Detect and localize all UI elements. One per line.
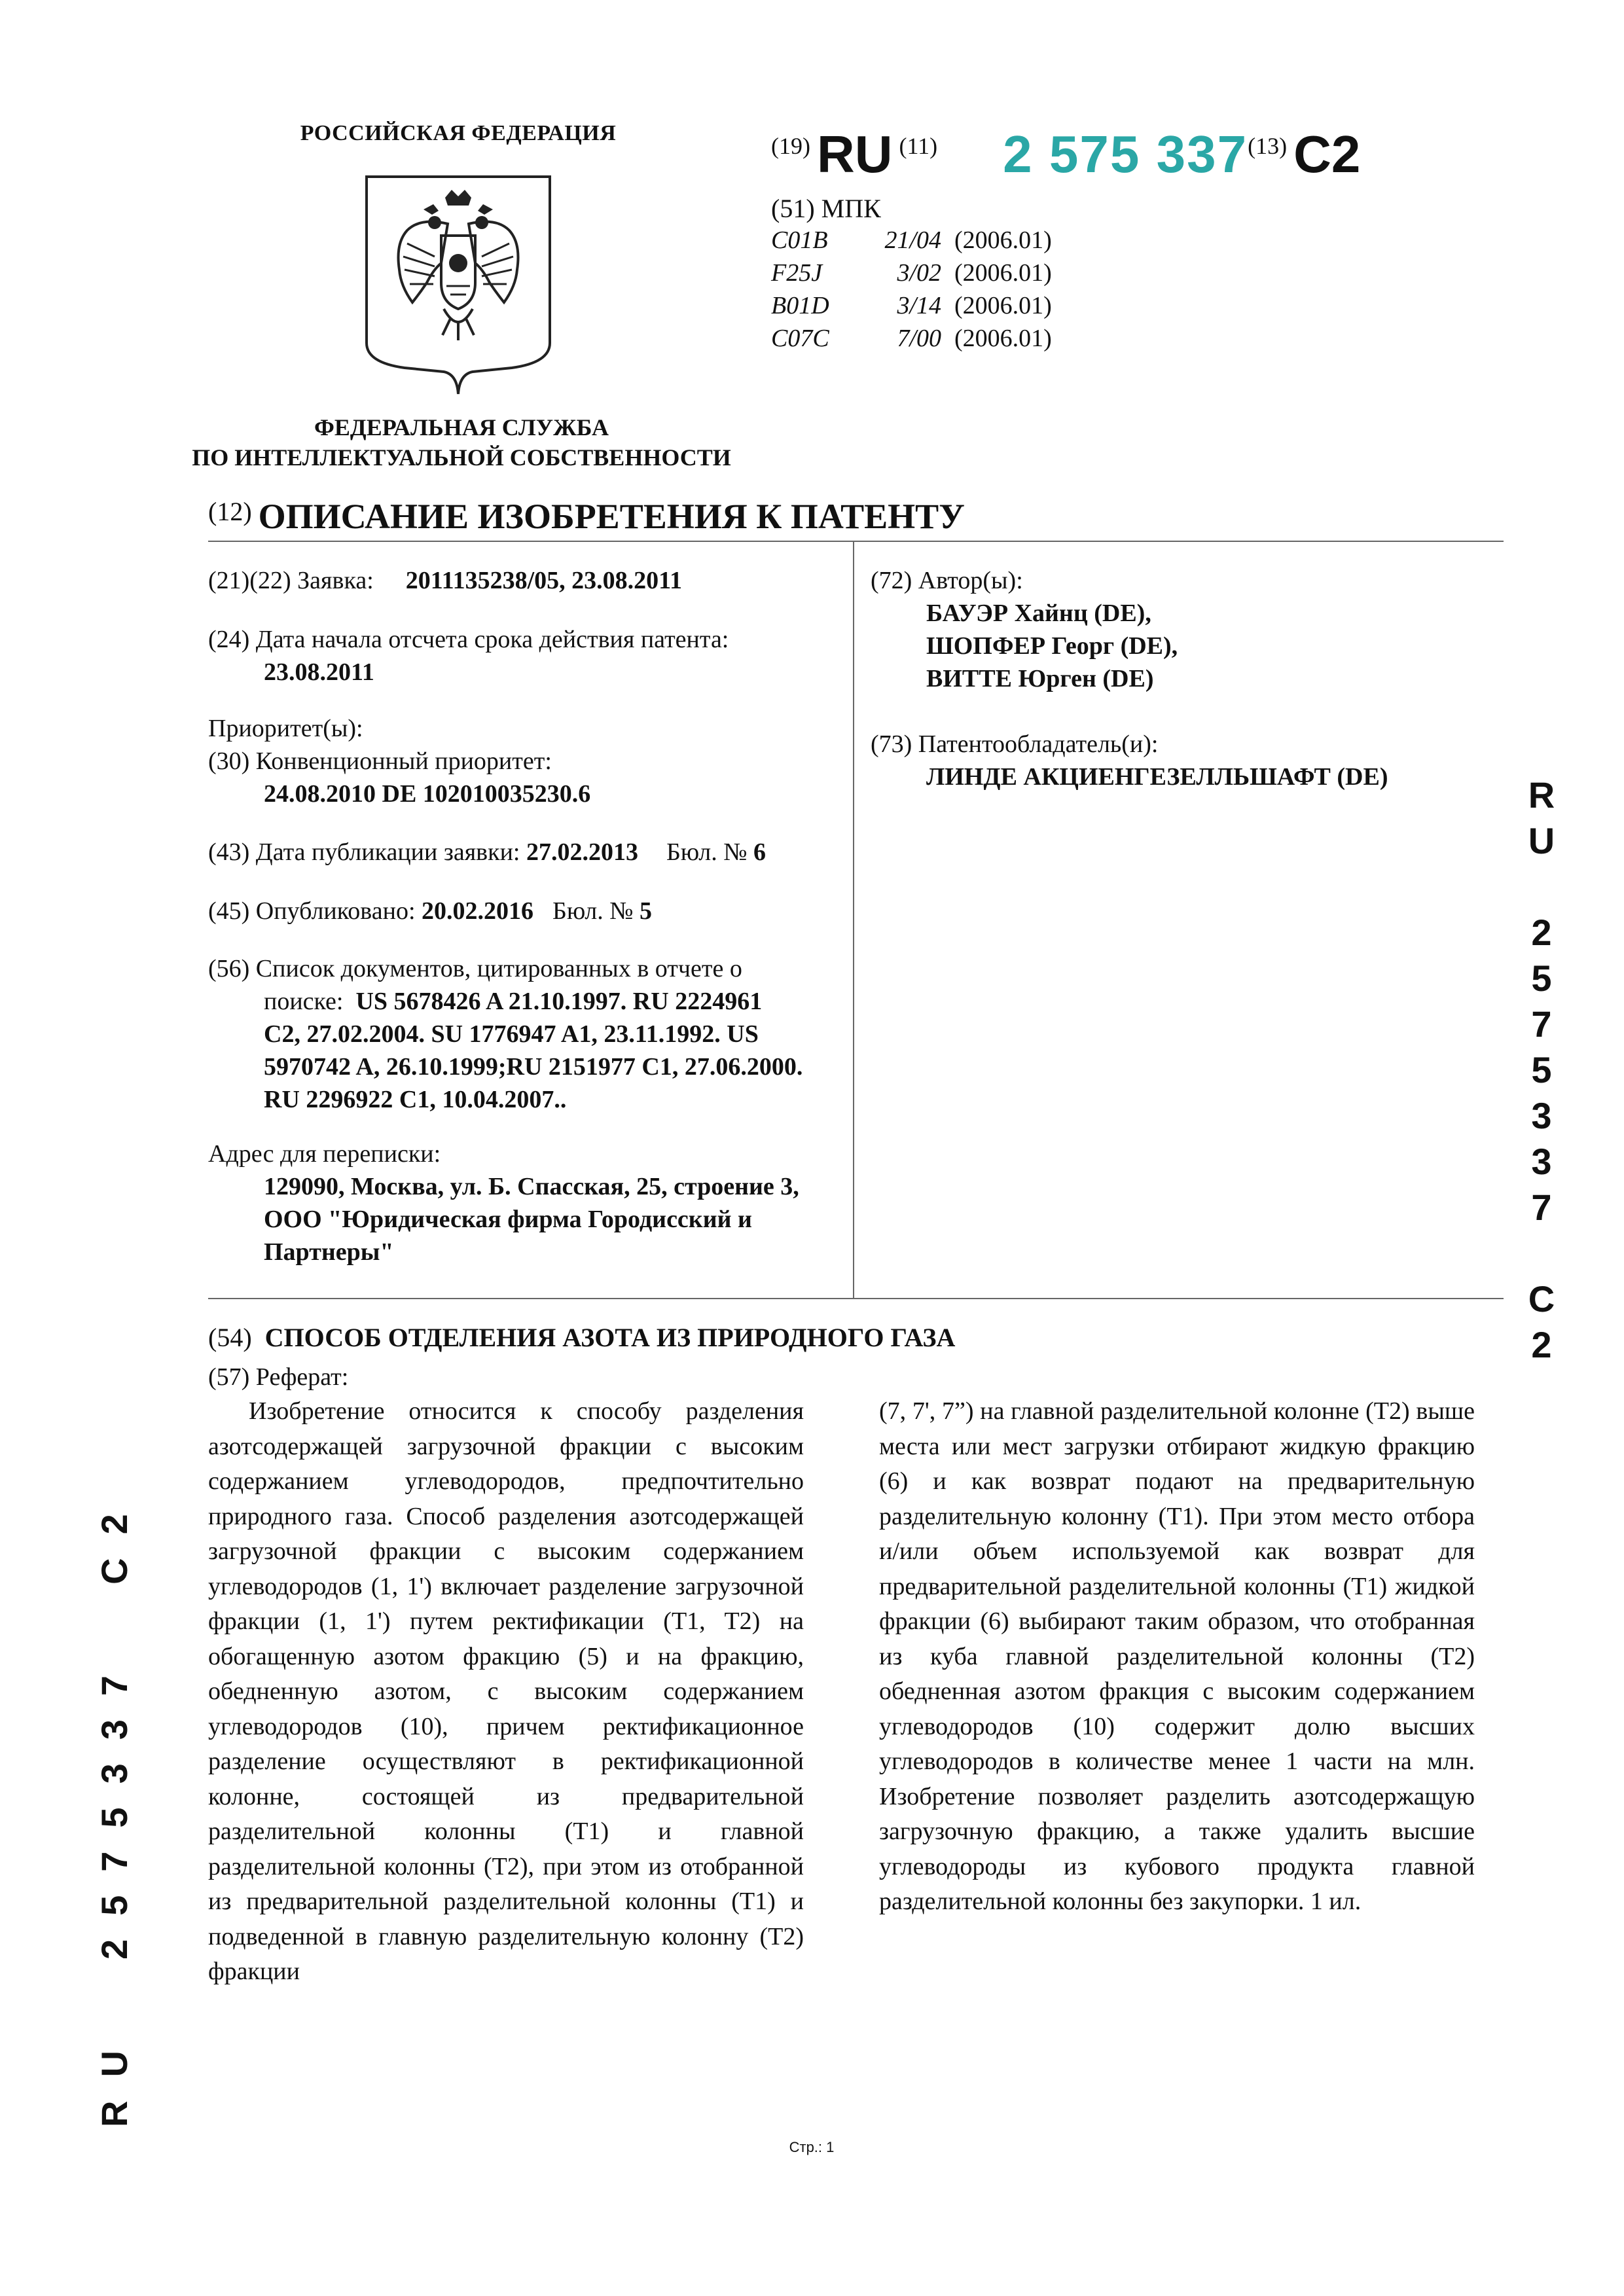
authors-label: (72) Автор(ы): (871, 567, 1023, 594)
priority-label: Приоритет(ы): (208, 715, 363, 742)
application-value: 2011135238/05, 23.08.2011 (405, 567, 683, 594)
published-bulletin-label: Бюл. № (552, 897, 634, 925)
priority-field (208, 712, 850, 810)
side-char: 7 (1531, 1003, 1552, 1045)
cited-label-2: поиске: (264, 988, 344, 1015)
invention-title-line (208, 1322, 955, 1353)
side-char (1519, 1230, 1564, 1276)
doc-type-text: ОПИСАНИЕ ИЗОБРЕТЕНИЯ К ПАТЕНТУ (258, 497, 965, 536)
ipc-group: 7/00 (897, 325, 941, 352)
divider-top (208, 541, 1504, 542)
side-char: 2 (1531, 1324, 1552, 1365)
state-emblem-icon (361, 171, 555, 397)
address-label: Адрес для переписки: (208, 1140, 441, 1168)
ipc-group: 3/14 (897, 292, 941, 319)
patent-number-line (771, 124, 1360, 185)
ipc-class: B01D (771, 292, 829, 319)
ipc-group: 3/02 (897, 259, 941, 287)
kind-code: C2 (1293, 125, 1361, 183)
address-line-3: Партнеры" (264, 1238, 394, 1266)
published-value: 20.02.2016 (422, 897, 534, 925)
side-char: R (1528, 774, 1555, 816)
owner-label: (73) Патентообладатель(и): (871, 730, 1159, 758)
abstract-text-right: (7, 7', 7”) на главной разделительной колонне (T2) выше места или мест загрузки отбирают жидкую фракцию (6) и как возврат подают на предварительную разделительную колонну (T1). При этом место отбора и/или объем используемой как возврат для предварительной разделительной колонны (T1) жидкой фракции (6) выбирают таким образом, что отобранная из куба главной разделительной колонны (T2) обедненная азотом фракция с высоким содержанием углеводородов (10) содержит долю высших углеводородов в количестве менее 1 части на млн. Изобретение позволяет разделить азотсодержащую загрузочную фракцию, а также удалить высшие углеводороды из кубового продукта главной разделительной колонны без закупорки. 1 ил. (879, 1397, 1475, 1915)
country-code: RU (816, 125, 893, 183)
side-code-right (1519, 772, 1564, 1368)
side-char: 5 (1531, 1049, 1552, 1090)
conv-value: 24.08.2010 DE 102010035230.6 (264, 780, 591, 808)
side-char: 2 (1531, 912, 1552, 953)
document-type-title (208, 496, 965, 537)
side-char (1519, 864, 1564, 910)
address-field (208, 1138, 850, 1268)
ipc-version: (2006.01) (954, 292, 1052, 319)
ipc-version: (2006.01) (954, 325, 1052, 352)
side-code-left-text: RU 2575337 C2 (94, 1490, 135, 2127)
cited-line (208, 985, 850, 1018)
side-char: 3 (1531, 1095, 1552, 1136)
cited-label: (56) Список документов, цитированных в отчете о (208, 955, 742, 982)
cited-docs-3: 5970742 A, 26.10.1999;RU 2151977 C1, 27.06.2000. (264, 1053, 803, 1081)
ipc-group: 21/04 (884, 226, 941, 254)
abstract-left-column (208, 1394, 804, 1990)
application-field (208, 564, 850, 597)
pub-app-value: 27.02.2013 (526, 838, 638, 866)
ipc-class: F25J (771, 259, 823, 287)
owner-name: ЛИНДЕ АКЦИЕНГЕЗЕЛЛЬШАФТ (DE) (926, 763, 1388, 791)
title-code: (54) (208, 1323, 252, 1352)
owner-field (871, 728, 1499, 793)
author-2: ШОПФЕР Георг (DE), (926, 632, 1178, 660)
side-char: 5 (1531, 958, 1552, 999)
divider-bottom (208, 1298, 1504, 1299)
cited-docs-2: C2, 27.02.2004. SU 1776947 A1, 23.11.1992. US (264, 1020, 759, 1048)
ipc-class: C01B (771, 226, 828, 254)
published-field (208, 895, 850, 927)
agency-name (157, 412, 766, 473)
page-number: Стр.: 1 (789, 2139, 835, 2155)
publication-app-field (208, 836, 850, 869)
code-13: (13) (1248, 133, 1288, 159)
abstract-label: (57) Реферат: (208, 1363, 349, 1391)
address-line-2: ООО "Юридическая фирма Городисский и (264, 1206, 752, 1233)
side-char: C (1528, 1278, 1555, 1319)
cited-docs-4: RU 2296922 C1, 10.04.2007.. (264, 1086, 567, 1113)
ipc-row (771, 324, 1052, 357)
author-1: БАУЭР Хайнц (DE), (926, 600, 1151, 627)
agency-line-1: ФЕДЕРАЛЬНАЯ СЛУЖБА (314, 414, 609, 440)
authors-field (871, 564, 1499, 695)
ipc-version: (2006.01) (954, 259, 1052, 287)
ipc-row (771, 259, 1052, 291)
side-code-left (92, 1302, 137, 2127)
cited-documents-field (208, 952, 850, 1116)
term-field (208, 623, 850, 689)
ipc-row (771, 226, 1052, 259)
published-label: (45) Опубликовано: (208, 897, 416, 925)
term-label: (24) Дата начала отсчета срока действия патента: (208, 626, 729, 653)
side-char: 3 (1531, 1141, 1552, 1182)
ipc-class: C07C (771, 325, 829, 352)
pub-app-bulletin-label: Бюл. № (666, 838, 748, 866)
agency-line-2: ПО ИНТЕЛЛЕКТУАЛЬНОЙ СОБСТВЕННОСТИ (192, 444, 731, 471)
term-value: 23.08.2011 (264, 658, 374, 686)
ipc-row (771, 291, 1052, 324)
address-line-1: 129090, Москва, ул. Б. Спасская, 25, строение 3, (264, 1173, 799, 1200)
side-char: U (1528, 820, 1555, 861)
abstract-text-left: Изобретение относится к способу разделения азотсодержащей загрузочной фракции с высоким содержанием углеводородов, предпочтительно природного газа. Способ разделения азотсодержащей загрузочной фракции с высоким содержанием углеводородов (1, 1') включает разделение загрузочной фракции (1, 1') путем ректификации (T1, T2) на обогащенную азотом фракцию (5) и на фракцию, обедненную азотом, с высоким содержанием углеводородов (10), причем ректификационное разделение осуществляют в ректификационной колонне, состоящей из предварительной разделительной колонны (T1) и главной разделительной колонны (T2), при этом из отобранной из предварительной разделительной колонны (T1) и подведенной в главную разделительную колонну (T2) фракции (208, 1397, 804, 1985)
cited-docs-1: US 5678426 A 21.10.1997. RU 2224961 (355, 988, 763, 1015)
ipc-version: (2006.01) (954, 226, 1052, 254)
code-19: (19) (771, 133, 810, 159)
code-11: (11) (899, 133, 938, 159)
side-char: 7 (1531, 1187, 1552, 1228)
published-bulletin: 5 (640, 897, 652, 925)
conv-label: (30) Конвенционный приоритет: (208, 747, 552, 775)
pub-app-label: (43) Дата публикации заявки: (208, 838, 520, 866)
invention-title: СПОСОБ ОТДЕЛЕНИЯ АЗОТА ИЗ ПРИРОДНОГО ГАЗА (264, 1323, 956, 1352)
author-3: ВИТТЕ Юрген (DE) (926, 665, 1154, 692)
ipc-label: (51) МПК (771, 194, 881, 223)
pub-app-bulletin: 6 (753, 838, 766, 866)
patent-number: 2 575 337 (1003, 125, 1248, 183)
doc-type-code: (12) (208, 497, 252, 526)
application-label: (21)(22) Заявка: (208, 567, 374, 594)
abstract-right-column (879, 1394, 1475, 1920)
divider-vertical (853, 541, 854, 1298)
country-name: РОССИЙСКАЯ ФЕДЕРАЦИЯ (300, 121, 617, 145)
